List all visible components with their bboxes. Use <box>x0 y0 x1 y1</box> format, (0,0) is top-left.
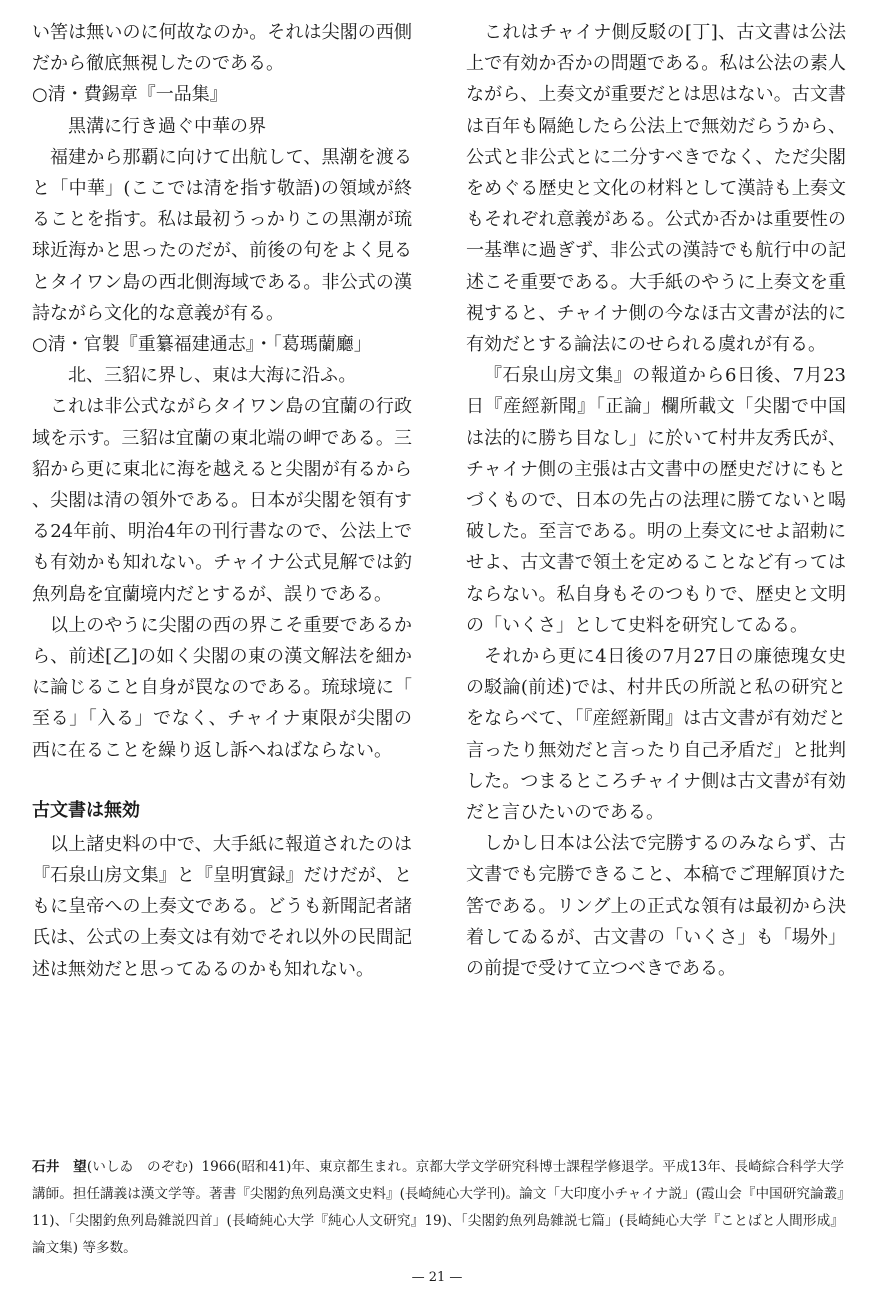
right-column <box>466 17 846 984</box>
paragraph: 福建から那覇に向けて出航して、黒潮を渡ると「中華」(ここでは清を指す敬語)の領域が終ることを指す。私は最初うっかりこの黒潮が琉球近海かと思ったのだが、前後の句をよく見るとタイワン島の西北側海域である。非公式の漢詩ながら文化的な意義が有る。 <box>32 146 412 324</box>
source-entry: ○清・官製『重纂福建通志』・「葛瑪蘭廳」 <box>32 334 372 356</box>
paragraph: しかし日本は公法で完勝するのみならず、古文書でも完勝できること、本稿でご理解頂けた筈である。リング上の正式な領有は最初から決着してゐるが、古文書の「いくさ」も「場外」の前提で受けて立つべきである。 <box>466 833 846 980</box>
author-name-reading: (いしゐ のぞむ) <box>86 1159 194 1175</box>
quotation: 北、三貂に界し、東は大海に沿ふ。 <box>68 365 357 387</box>
paragraph-continuation: い筈は無いのに何故なのか。それは尖閣の西側だから徹底無視したのである。 <box>32 22 412 75</box>
paragraph: これは非公式ながらタイワン島の宜蘭の行政域を示す。三貂は宜蘭の東北端の岬である。三貂から更に東北に海を越えると尖閣が有るから、尖閣は清の領外である。日本が尖閣を領有する24年前、明治4年の刊行書なので、公法上でも有効かも知れない。チャイナ公式見解では釣魚列島を宜蘭境内だとするが、誤りである。 <box>32 396 412 605</box>
page-number: — 21 — <box>411 1270 463 1285</box>
author-bio <box>32 1154 844 1262</box>
paragraph: 以上のやうに尖閣の西の界こそ重要であるから、前述[乙]の如く尖閣の東の漢文解法を細かに論じること自身が罠なのである。琉球境に「至る」「入る」でなく、チャイナ東限が尖閣の西に在ることを繰り返し訴へねばならない。 <box>32 614 412 761</box>
paragraph: それから更に4日後の7月27日の廉徳瑰女史の駁論(前述)では、村井氏の所説と私の研究とをならべて、「『産經新聞』は古文書が有効だと言ったり無効だと言ったり自己矛盾だ」と批判した。つまるところチャイナ側は古文書が有効だと言ひたいのである。 <box>466 646 846 824</box>
section-heading: 古文書は無効 <box>32 799 140 821</box>
source-entry: ○清・費錫章『一品集』 <box>32 84 228 106</box>
quotation: 黒溝に行き過ぐ中華の界 <box>68 115 266 137</box>
paragraph: 『石泉山房文集』の報道から6日後、7月23日『産經新聞』「正論」欄所載文「尖閣で中国は法的に勝ち目なし」に於いて村井友秀氏が、チャイナ側の主張は古文書中の歴史だけにもとづくもので、日本の先占の法理に勝てないと喝破した。至言である。明の上奏文にせよ詔勅にせよ、古文書で領土を定めることなど有ってはならない。私自身もそのつもりで、歴史と文明の「いくさ」として史料を研究してゐる。 <box>466 365 846 636</box>
author-bio-text: 1966(昭和41)年、東京都生まれ。京都大学文学研究科博士課程学修退学。平成13年、長崎綜合科学大学講師。担任講義は漢文学等。著書『尖閣釣魚列島漢文史料』(長崎純心大学刊)。論文「大印度小チャイナ説」(霞山会『中国研究論叢』11)、「尖閣釣魚列島雜説四首」(長崎純心大学『純心人文研究』19)、「尖閣釣魚列島雜説七篇」(長崎純心大学『ことばと人間形成』論文集) 等多数。 <box>32 1159 844 1256</box>
paragraph: これはチャイナ側反駁の[丁]、古文書は公法上で有効か否かの問題である。私は公法の素人ながら、上奏文が重要だとは思はない。古文書は百年も隔絶したら公法上で無効だらうから、公式と非公式とに二分すべきでなく、ただ尖閣をめぐる歴史と文化の材料として漢詩も上奏文もそれぞれ意義がある。公式か否かは重要性の一基準に過ぎず、非公式の漢詩でも航行中の記述こそ重要である。大手紙のやうに上奏文を重視すると、チャイナ側の今なほ古文書が法的に有効だとする論法にのせられる虞れが有る。 <box>466 22 846 356</box>
author-name: 石井 望 <box>32 1159 87 1175</box>
left-column <box>32 17 412 985</box>
paragraph: 以上諸史料の中で、大手紙に報道されたのは『石泉山房文集』と『皇明實録』だけだが、ともに皇帝への上奏文である。どうも新聞記者諸氏は、公式の上奏文は有効でそれ以外の民間記述は無効だと思ってゐるのかも知れない。 <box>32 833 412 980</box>
